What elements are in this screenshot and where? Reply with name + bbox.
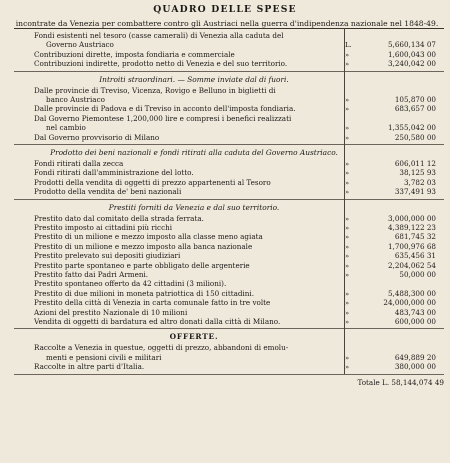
row-description: Prestito fatto dai Padri Armeni. bbox=[34, 270, 149, 279]
row-amount: 3,782 03 bbox=[403, 177, 436, 187]
total-label: Totale L. bbox=[357, 377, 392, 387]
row-description: Dal Governo Piemontese 1,200,000 lire e compresi i benefici realizzati bbox=[34, 113, 292, 123]
total-line bbox=[304, 378, 444, 387]
currency-mark: » bbox=[345, 233, 350, 242]
currency-mark: » bbox=[345, 133, 350, 142]
currency-mark: » bbox=[345, 242, 350, 251]
currency-mark: » bbox=[345, 289, 350, 298]
row-description: Raccolte in altre parti d'Italia. bbox=[34, 362, 145, 372]
section-rule bbox=[14, 144, 444, 145]
row-description: Prestito di due milioni in moneta patriottica di 150 cittadini. bbox=[34, 288, 254, 298]
amount-column-rule bbox=[344, 28, 345, 374]
row-amount: 1,355,042 00 bbox=[387, 123, 436, 133]
row-amount: 24,000,000 00 bbox=[383, 298, 436, 308]
section-rule bbox=[14, 199, 444, 200]
row-description: banco Austriaco bbox=[46, 95, 105, 104]
row-description: Fondi ritirati dall'amministrazione del lotto. bbox=[34, 168, 194, 178]
currency-mark: » bbox=[345, 252, 350, 261]
currency-mark: L. bbox=[345, 41, 352, 50]
row-description: Contribuzioni indirette, prodotto netto di Venezia e del suo territorio. bbox=[34, 59, 288, 69]
row-amount: 600,000 00 bbox=[394, 317, 436, 326]
row-description: Prestito di un milione e mezzo imposto alla banca nazionale bbox=[34, 241, 253, 251]
row-description: Vendita di oggetti di bardatura ed altro donati dalla città di Milano. bbox=[34, 317, 281, 326]
row-description: Prestito prelevato sui depositi giudiziari bbox=[34, 251, 181, 261]
expense-table bbox=[14, 28, 444, 456]
currency-mark: » bbox=[345, 188, 350, 197]
row-amount: 38,125 93 bbox=[399, 168, 436, 178]
row-description: Prestito della città di Venezia in carta comunale fatto in tre volte bbox=[34, 298, 271, 308]
currency-mark: » bbox=[345, 308, 350, 317]
row-description: Prodotti della vendita di oggetti di prezzo appartenenti al Tesoro bbox=[34, 177, 271, 187]
row-amount: 1,700,976 68 bbox=[387, 241, 436, 251]
currency-mark: » bbox=[345, 169, 350, 178]
row-description: Prodotto della vendita de' beni nazionali bbox=[34, 187, 182, 197]
row-description: Prestito imposto ai cittadini più ricchi bbox=[34, 223, 173, 232]
row-description: Prestito dato dal comitato della strada ferrata. bbox=[34, 213, 204, 223]
currency-mark: » bbox=[345, 124, 350, 133]
row-amount: 4,389,122 23 bbox=[387, 223, 436, 232]
currency-mark: » bbox=[345, 363, 350, 372]
row-description: Azioni del prestito Nazionale di 10 milioni bbox=[34, 307, 188, 317]
row-amount: 1,600,043 00 bbox=[387, 49, 436, 59]
section-rule bbox=[14, 374, 444, 375]
row-amount: 337,491 93 bbox=[394, 187, 436, 197]
currency-mark: » bbox=[345, 271, 350, 279]
currency-mark: » bbox=[345, 353, 350, 362]
row-description: Dalle provincie di Padova e di Treviso in acconto dell'imposta fondiaria. bbox=[34, 104, 296, 114]
row-amount: 380,000 00 bbox=[394, 362, 436, 372]
section-heading: Prestiti forniti da Venezia e dal suo territorio. bbox=[108, 202, 280, 212]
row-description: Dalle provincie di Treviso, Vicenza, Rovigo e Belluno in biglietti di bbox=[34, 85, 276, 95]
currency-mark: » bbox=[345, 178, 350, 187]
row-amount: 5,660,134 07 bbox=[387, 40, 436, 50]
currency-mark: » bbox=[345, 60, 350, 69]
currency-mark: » bbox=[345, 261, 350, 270]
row-amount: 3,240,042 00 bbox=[387, 59, 436, 69]
row-amount: 50,000 00 bbox=[399, 270, 436, 279]
document-subtitle: incontrate da Venezia per combattere contro gli Austriaci nella guerra d'indipendenza nazionale nel 1848-49. bbox=[15, 19, 439, 28]
row-amount: 681,745 32 bbox=[394, 232, 436, 242]
section-rule bbox=[14, 71, 444, 72]
row-description: Fondi ritirati dalla zecca bbox=[34, 159, 124, 168]
row-amount: 250,580 00 bbox=[394, 132, 436, 142]
row-description: Prestito spontaneo offerto da 42 cittadini (3 milioni). bbox=[34, 279, 227, 289]
currency-mark: » bbox=[345, 299, 350, 308]
row-amount: 483,743 00 bbox=[394, 307, 436, 317]
row-description: Prestito di un milione e mezzo imposto alla classe meno agiata bbox=[34, 232, 263, 242]
row-description: Governo Austriaco bbox=[46, 40, 114, 50]
row-description: Fondi esistenti nel tesoro (casse camerali) di Venezia alla caduta del bbox=[34, 31, 284, 40]
currency-mark: » bbox=[345, 214, 350, 223]
section-heading: Prodotto dei beni nazionali e fondi ritirati alla caduta del Governo Austriaco. bbox=[50, 148, 338, 157]
total-amount: 58,144,074 49 bbox=[391, 377, 444, 387]
currency-mark: » bbox=[345, 50, 350, 59]
section-heading: OFFERTE. bbox=[169, 332, 219, 342]
currency-mark: » bbox=[345, 96, 350, 104]
row-description: menti e pensioni civili e militari bbox=[46, 352, 162, 362]
row-amount: 649,889 20 bbox=[394, 352, 436, 362]
currency-mark: » bbox=[345, 318, 350, 326]
currency-mark: » bbox=[345, 224, 350, 232]
row-description: Contribuzioni dirette, imposta fondiaria e commerciale bbox=[34, 49, 235, 59]
row-description: Raccolte a Venezia in questue, oggetti di prezzo, abbandoni di emolu- bbox=[34, 343, 289, 353]
row-description: nel cambio bbox=[46, 123, 86, 133]
row-amount: 635,456 31 bbox=[394, 251, 436, 261]
row-description: Prestito parte spontaneo e parte obbligato delle argenterie bbox=[34, 260, 250, 270]
row-amount: 3,000,000 00 bbox=[387, 213, 436, 223]
document-title: QUADRO DELLE SPESE bbox=[153, 4, 297, 15]
row-amount: 683,657 00 bbox=[394, 104, 436, 114]
table-top-rule bbox=[14, 28, 444, 29]
section-heading: Introiti straordinari. — Somme inviate dal di fuori. bbox=[99, 74, 289, 84]
row-amount: 5,488,300 00 bbox=[387, 288, 436, 298]
row-amount: 2,204,062 54 bbox=[387, 260, 436, 270]
currency-mark: » bbox=[345, 160, 350, 168]
row-description: Dal Governo provvisorio di Milano bbox=[34, 132, 160, 142]
section-rule bbox=[14, 328, 444, 329]
row-amount: 105,870 00 bbox=[394, 95, 436, 104]
currency-mark: » bbox=[345, 105, 350, 114]
row-amount: 606,011 12 bbox=[394, 159, 436, 168]
